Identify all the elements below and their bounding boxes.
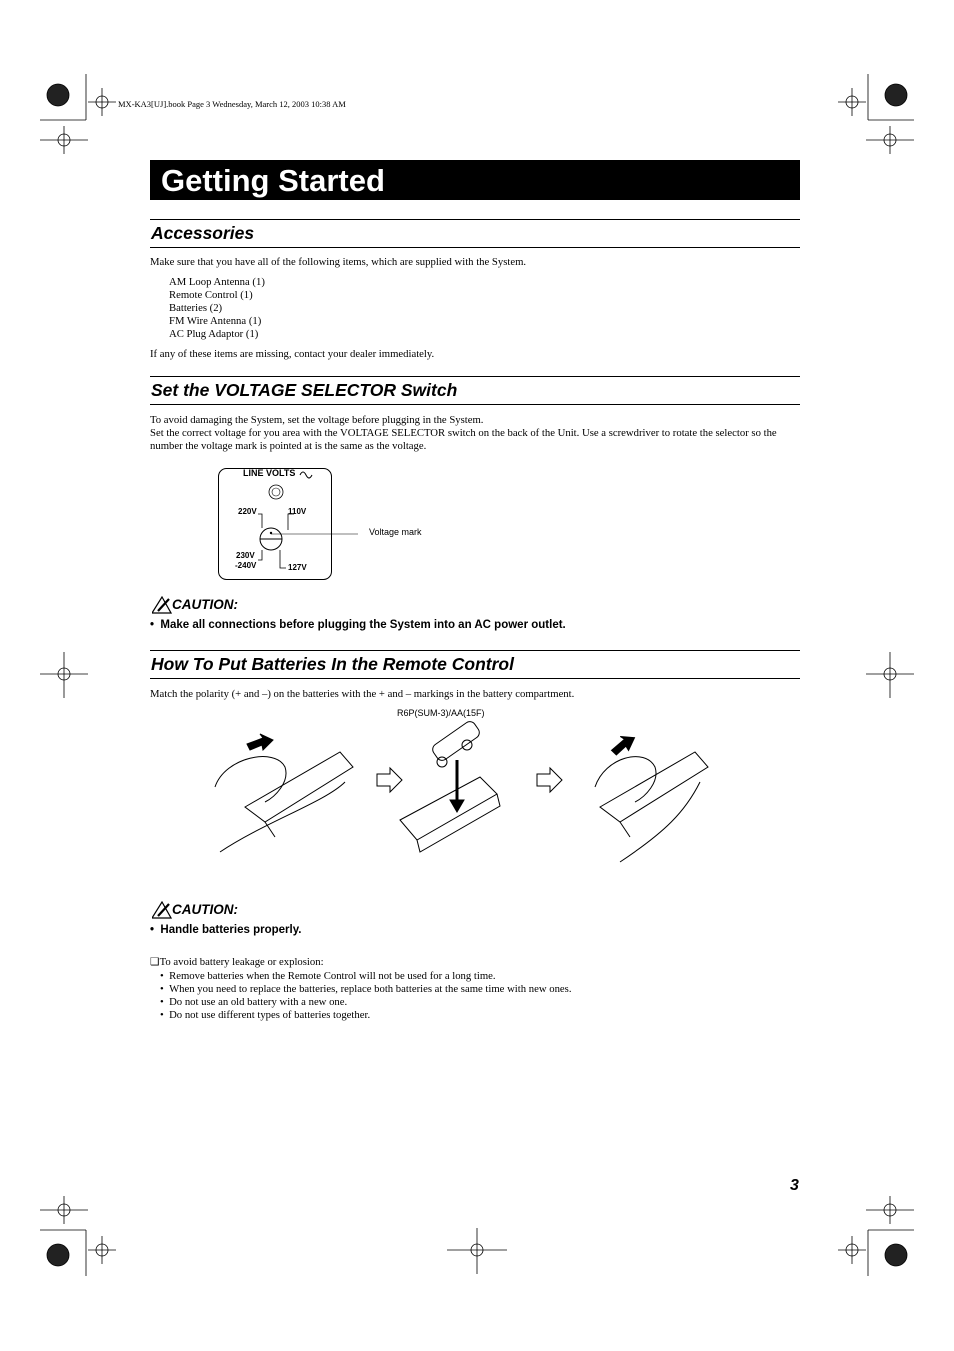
voltage-heading: Set the VOLTAGE SELECTOR Switch [151, 380, 458, 400]
batteries-heading: How To Put Batteries In the Remote Control [151, 654, 514, 674]
caution-pen-icon [152, 901, 172, 919]
voltage-instructions [150, 414, 802, 453]
label-110v: 110V [288, 507, 307, 516]
battery-tips-list [160, 970, 572, 1022]
batteries-caution-text: • Handle batteries properly. [150, 924, 302, 936]
label-230v: 230V [236, 551, 255, 560]
battery-leakage-intro: ❑To avoid battery leakage or explosion: [150, 956, 324, 968]
page-title: Getting Started [161, 163, 385, 198]
list-item: • When you need to replace the batteries, replace both batteries at the same time with new ones. [160, 983, 572, 995]
accessories-intro: Make sure that you have all of the following items, which are supplied with the System. [150, 256, 527, 268]
list-item: • Remove batteries when the Remote Control will not be used for a long time. [160, 970, 496, 982]
voltage-selector-diagram [218, 468, 368, 580]
list-item: AM Loop Antenna (1) [169, 276, 265, 288]
battery-type-label: R6P(SUM-3)/AA(15F) [397, 708, 485, 718]
accessories-heading: Accessories [151, 223, 255, 243]
list-item: AC Plug Adaptor (1) [169, 328, 259, 340]
accessories-heading-bar [150, 219, 800, 248]
battery-installation-illustration [205, 712, 715, 867]
batteries-heading-bar [150, 650, 800, 679]
batteries-intro: Match the polarity (+ and –) on the batteries with the + and – markings in the battery compartment. [150, 688, 575, 700]
voltage-mark-callout: Voltage mark [369, 527, 422, 537]
list-item: Remote Control (1) [169, 289, 253, 301]
caution-label: CAUTION: [172, 902, 238, 917]
line-volts-label: LINE VOLTS [243, 468, 296, 478]
label-220v: 220V [238, 507, 257, 516]
voltage-heading-bar [150, 376, 800, 405]
accessories-list [169, 276, 265, 341]
label-127v: 127V [288, 563, 307, 572]
caution-label: CAUTION: [172, 597, 238, 612]
page-number: 3 [790, 1177, 799, 1194]
list-item: • Do not use an old battery with a new one. [160, 996, 348, 1008]
checkbox-bullet-icon: ❑ [150, 956, 160, 968]
label-240v: -240V [235, 561, 257, 570]
file-header: MX-KA3[UJ].book Page 3 Wednesday, March 12, 2003 10:38 AM [118, 99, 346, 109]
voltage-caution-text: • Make all connections before plugging the System into an AC power outlet. [150, 619, 566, 631]
list-item: • Do not use different types of batteries together. [160, 1009, 371, 1021]
voltage-para-2: Set the correct voltage for you area with the VOLTAGE SELECTOR switch on the back of the Unit. Use a screwdriver to rotate the selector so the number the voltage mark is pointed at is the same as the voltage. [150, 427, 777, 452]
voltage-para-1: To avoid damaging the System, set the voltage before plugging in the System. [150, 414, 484, 426]
page-title-bar [150, 160, 800, 200]
caution-pen-icon [152, 596, 172, 614]
list-item: FM Wire Antenna (1) [169, 315, 262, 327]
accessories-missing-note: If any of these items are missing, contact your dealer immediately. [150, 348, 435, 360]
list-item: Batteries (2) [169, 302, 223, 314]
